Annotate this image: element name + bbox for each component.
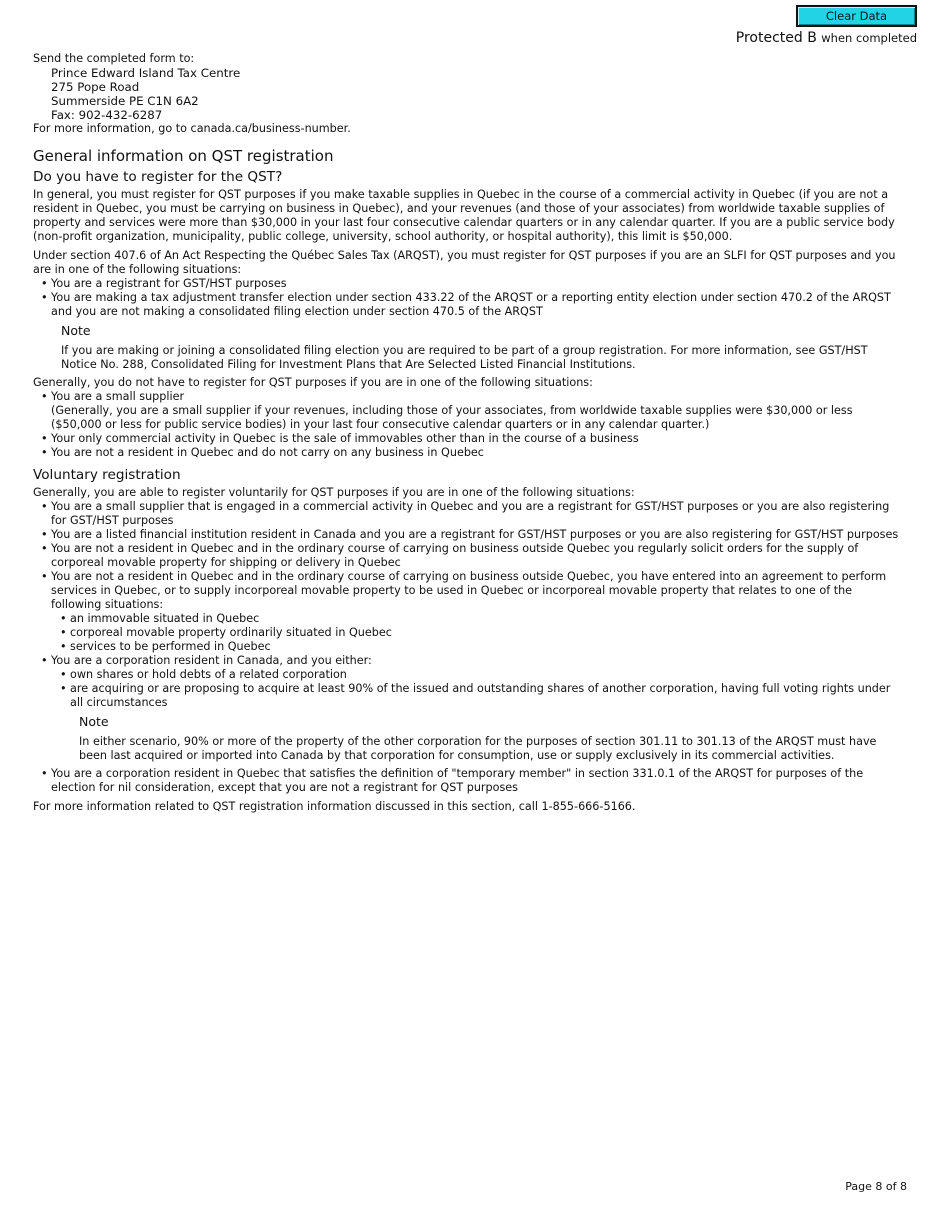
list-item: • You are a corporation resident in Quebec that satisfies the definition of "temporary member" in section 331.0.1 of the ARQST for purposes of the election for nil consideration, except that you are not a registrant for QST purposes <box>33 767 905 795</box>
note-title: Note <box>79 714 109 729</box>
more-info-link-text: For more information, go to canada.ca/business-number. <box>33 122 351 135</box>
general-paragraph-1: In general, you must register for QST purposes if you make taxable supplies in Quebec in the course of a commercial activity in Quebec (if you are not a resident in Quebec, you must be carrying on business in Quebec), and your revenues (and those of your associates) from worldwide taxable supplies of property and services were more than $30,000 in your last four consecutive calendar quarters or in any calendar quarter. If you are a public service body (non-profit organization, municipality, public college, university, school authority, or hospital authority), this limit is $50,000. <box>33 188 895 243</box>
protected-b-label <box>736 29 917 47</box>
mailing-intro: Send the completed form to: <box>33 52 195 65</box>
note-ninety-percent <box>51 714 905 763</box>
list-item: • You are making a tax adjustment transfer election under section 433.22 of the ARQST or a reporting entity election under section 470.2 of the ARQST and you are not making a consolidated filing election under section 470.5 of the ARQST <box>33 291 905 319</box>
list-item <box>33 654 905 763</box>
address-line: Prince Edward Island Tax Centre <box>51 66 241 80</box>
not-required-list <box>33 390 905 460</box>
general-paragraph-3: Generally, you do not have to register for QST purposes if you are in one of the following situations: <box>33 376 593 389</box>
sub-list-item: • own shares or hold debts of a related corporation <box>51 668 905 682</box>
note-text: If you are making or joining a consolidated filing election you are required to be part of a group registration. For more information, see GST/HST Notice No. 288, Consolidated Filing for Investment Plans that Are Selected Listed Financial Institutions. <box>61 344 868 371</box>
protected-label: Protected B <box>735 30 817 46</box>
protected-suffix: when completed <box>821 31 917 45</box>
address-line: 275 Pope Road <box>51 80 140 94</box>
list-item <box>33 570 905 654</box>
subtitle-voluntary-registration: Voluntary registration <box>33 467 181 483</box>
address-line: Summerside PE C1N 6A2 <box>51 94 199 108</box>
general-paragraph-2: Under section 407.6 of An Act Respecting the Québec Sales Tax (ARQST), you must register for QST purposes if you are an SLFI for QST purposes and you are in one of the following situations: <box>33 249 896 276</box>
list-item: • You are a listed financial institution resident in Canada and you are a registrant for GST/HST purposes or you are also registering for GST/HST purposes <box>33 528 905 542</box>
small-supplier-detail: (Generally, you are a small supplier if your revenues, including those of your associates, from worldwide taxable supplies were $30,000 or less ($50,000 or less for public service bodies) in your last four consecutive calendar quarters or in any calendar quarter.) <box>51 404 853 431</box>
page-number: Page 8 of 8 <box>845 1180 907 1193</box>
voluntary-list <box>33 500 905 795</box>
sub-list-item: • are acquiring or are proposing to acquire at least 90% of the issued and outstanding shares of another corporation, having full voting rights under all circumstances <box>51 682 905 710</box>
section-title-general: General information on QST registration <box>33 147 334 165</box>
address-line: Fax: 902-432-6287 <box>51 108 163 122</box>
list-item: • You are a small supplier that is engaged in a commercial activity in Quebec and you are a registrant for GST/HST purposes or you are also registering for GST/HST purposes <box>33 500 905 528</box>
list-item-text: • You are not a resident in Quebec and in the ordinary course of carrying on business outside Quebec, you have entered into an agreement to perform services in Quebec, or to supply incorporeal movable property to be used in Quebec or incorporeal movable property that relates to one of the following situations: <box>51 570 887 611</box>
page-content <box>33 52 905 814</box>
sub-list-item: • corporeal movable property ordinarily situated in Quebec <box>51 626 905 640</box>
list-item: • You are not a resident in Quebec and do not carry on any business in Quebec <box>33 446 905 460</box>
closing-paragraph: For more information related to QST registration information discussed in this section, call 1-855-666-5166. <box>33 800 636 813</box>
list-item <box>33 390 905 432</box>
list-item-text: • You are a corporation resident in Canada, and you either: <box>51 654 372 667</box>
note-title: Note <box>61 323 91 338</box>
note-consolidated-filing <box>33 323 905 372</box>
clear-data-button[interactable]: Clear Data <box>796 5 917 27</box>
sub-list-item: • an immovable situated in Quebec <box>51 612 905 626</box>
list-item: • You are a registrant for GST/HST purposes <box>33 277 905 291</box>
small-supplier-label: • You are a small supplier <box>51 390 185 403</box>
note-text: In either scenario, 90% or more of the property of the other corporation for the purposes of section 301.11 to 301.13 of the ARQST must have been last acquired or imported into Canada by that corporation for consumption, use or supply exclusively in its commercial activities. <box>79 735 877 762</box>
voluntary-intro: Generally, you are able to register voluntarily for QST purposes if you are in one of the following situations: <box>33 486 635 499</box>
must-register-list <box>33 277 905 319</box>
list-item: • Your only commercial activity in Quebec is the sale of immovables other than in the course of a business <box>33 432 905 446</box>
list-item: • You are not a resident in Quebec and in the ordinary course of carrying on business outside Quebec you regularly solicit orders for the supply of corporeal movable property for shipping or delivery in Quebec <box>33 542 905 570</box>
sub-list <box>51 612 905 654</box>
subtitle-do-you-have-to-register: Do you have to register for the QST? <box>33 169 283 185</box>
sub-list <box>51 668 905 710</box>
sub-list-item: • services to be performed in Quebec <box>51 640 905 654</box>
